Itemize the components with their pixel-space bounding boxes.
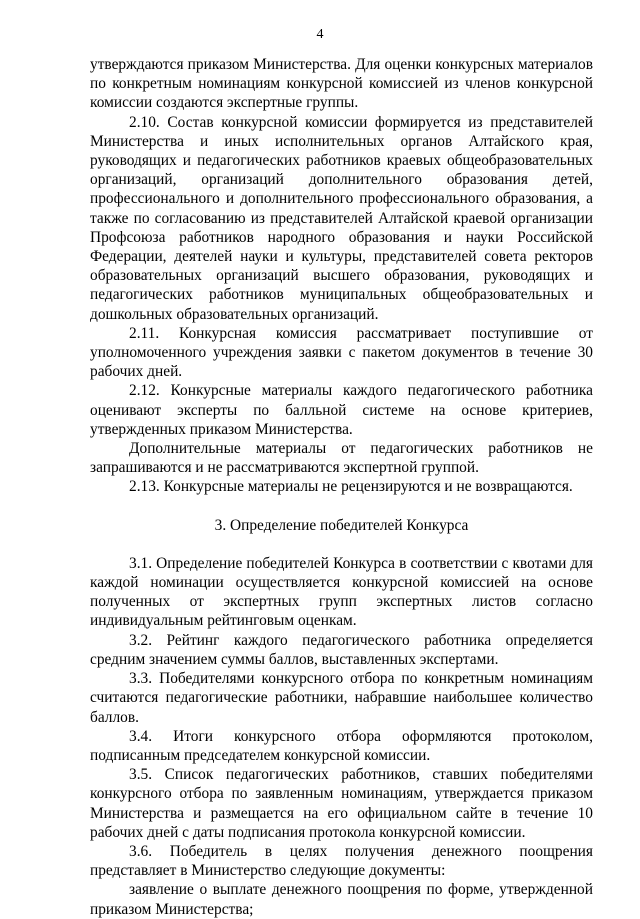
- paragraph: заявление о выплате денежного поощрения по форме, утвержденной приказом Министерства;: [90, 881, 593, 918]
- paragraph: утверждаются приказом Министерства. Для оценки конкурсных материалов по конкретным номинациям конкурсной комиссией из членов конкурсной комиссии создаются экспертные группы.: [90, 56, 593, 112]
- paragraph: 2.11. Конкурсная комиссия рассматривает поступившие от уполномоченного учреждения заявки с пакетом документов в течение 30 рабочих дней.: [90, 324, 593, 381]
- paragraph: 2.10. Состав конкурсной комиссии формируется из представителей Министерства и иных исполнительных органов Алтайского края, руководящих и педагогических работников краевых общеобразовательных организаций, организаций дополнительного образования детей, профессионального и дополнительного профессионального образования, а также по согласованию из представителей Алтайской краевой организации Профсоюза работников народного образования и науки Российской Федерации, деятелей науки и культуры, представителей совета ректоров образовательных организаций высшего образования, руководящих и педагогических работников муниципальных общеобразовательных и дошкольных образовательных организаций.: [90, 113, 593, 323]
- paragraph: 3.6. Победитель в целях получения денежного поощрения представляет в Министерство следующие документы:: [90, 842, 593, 880]
- paragraph: 3.1. Определение победителей Конкурса в соответствии с квотами для каждой номинации осуществляется конкурсной комиссией на основе полученных от экспертных групп экспертных листов согласно индивидуальным рейтинговым оценкам.: [90, 554, 593, 630]
- section-heading: 3. Определение победителей Конкурса: [214, 516, 469, 534]
- paragraph: 3.2. Рейтинг каждого педагогического работника определяется средним значением суммы баллов, выставленных экспертами.: [90, 631, 593, 668]
- paragraph: 3.3. Победителями конкурсного отбора по конкретным номинациям считаются педагогические работники, набравшие наибольшее количество баллов.: [90, 670, 593, 726]
- paragraph: 2.12. Конкурсные материалы каждого педагогического работника оценивают эксперты по балльной системе на основе критериев, утвержденных приказом Министерства.: [90, 382, 593, 438]
- paragraph: 3.5. Список педагогических работников, ставших победителями конкурсного отбора по заявленным номинациям, утверждается приказом Министерства и размещается на его официальном сайте в течение 10 рабочих дней с даты подписания протокола конкурсной комиссии.: [90, 766, 593, 841]
- paragraph: Дополнительные материалы от педагогических работников не запрашиваются и не рассматриваются экспертной группой.: [90, 440, 593, 477]
- paragraph: 3.4. Итоги конкурсного отбора оформляются протоколом, подписанным председателем конкурсной комиссии.: [90, 727, 593, 764]
- document-body: [90, 55, 593, 919]
- page-number: 4: [316, 27, 324, 42]
- paragraph: 2.13. Конкурсные материалы не рецензируются и не возвращаются.: [129, 478, 573, 496]
